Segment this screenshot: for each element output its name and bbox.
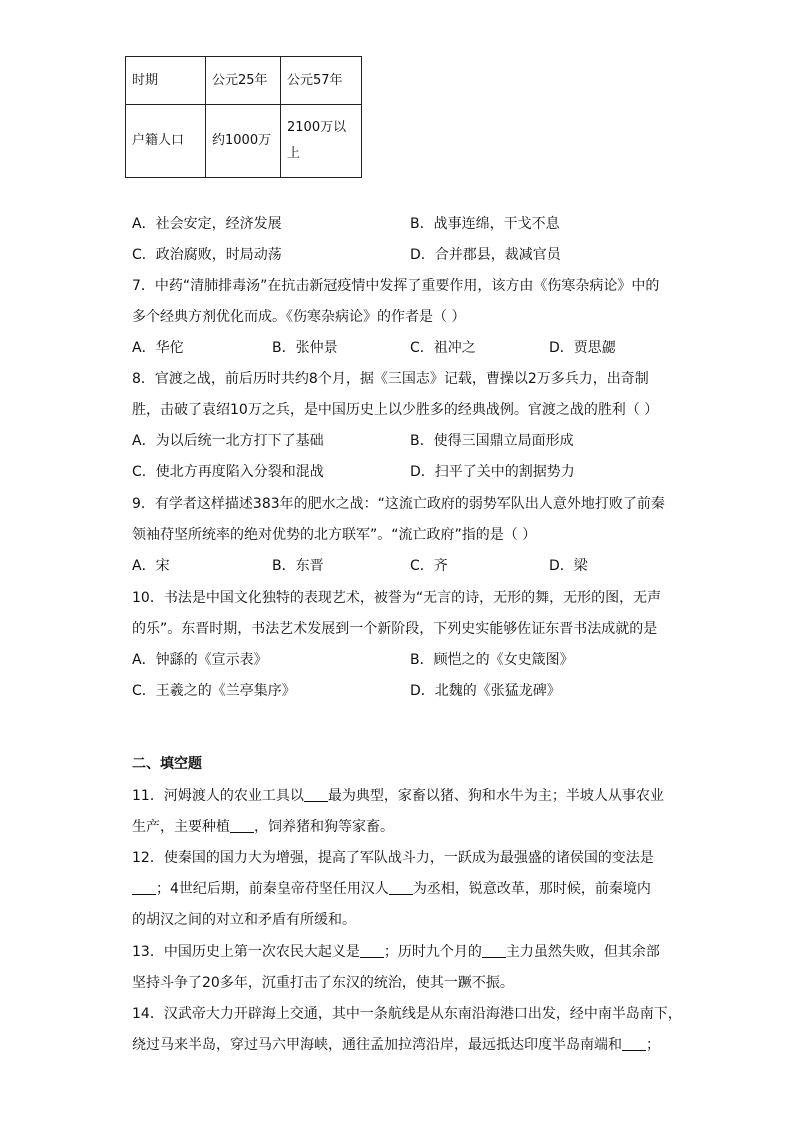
answer-blank[interactable] (389, 880, 413, 895)
q11-text: 11．河姆渡人的农业工具以 (132, 788, 304, 804)
q11-line2 (132, 817, 394, 837)
q14-line2 (132, 1035, 660, 1055)
q8-stem-line2: 胜，击破了袁绍10万之兵，是中国历史上以少胜多的经典战例。官渡之战的胜利（ ） (132, 402, 659, 418)
q7-option-c: C．祖冲之 (410, 340, 476, 356)
q11-text: 最为典型，家畜以猪、狗和水牛为主；半坡人从事农业 (327, 788, 664, 804)
q8-stem-line1: 8．官渡之战，前后历时共约8个月，据《三国志》记载，曹操以2万多兵力，出奇制 (132, 371, 649, 387)
q7-stem-line2: 多个经典方剂优化而成。《伤寒杂病论》的作者是（ ） (132, 309, 466, 325)
q8-option-a: A．为以后统一北方打下了基础 (132, 433, 324, 449)
q12-line1: 12．使秦国的国力大为增强，提高了军队战斗力，一跃成为最强盛的诸侯国的变法是 (132, 850, 654, 866)
answer-blank[interactable] (304, 787, 328, 802)
q6-option-c: C．政治腐败，时局动荡 (132, 247, 282, 263)
table-cell: 时期 (126, 57, 206, 105)
q8-option-d: D．扫平了关中的割据势力 (410, 464, 575, 480)
table-cell-line: 2100万以 (287, 120, 347, 135)
q9-stem-line1: 9．有学者这样描述383年的肥水之战：“这流亡政府的弱势军队出人意外地打败了前秦 (132, 496, 665, 512)
table-cell: 公元25年 (206, 57, 281, 105)
section-title: 二、填空题 (132, 756, 202, 772)
q9-stem-line2: 领袖苻坚所统率的绝对优势的北方联军”。“流亡政府”指的是（ ） (132, 527, 537, 543)
answer-blank[interactable] (622, 1036, 646, 1051)
q6-option-a: A．社会安定，经济发展 (132, 216, 282, 232)
answer-blank[interactable] (132, 880, 156, 895)
q10-stem-line2: 的乐”。东晋时期，书法艺术发展到一个新阶段，下列史实能够佐证东晋书法成就的是 (132, 621, 658, 637)
q12-text: 为丞相，锐意改革，那时候，前秦境内 (412, 881, 651, 897)
q6-option-b: B．战事连绵，干戈不息 (410, 216, 560, 232)
q14-text: 绕过马来半岛，穿过马六甲海峡，通往孟加拉湾沿岸，最远抵达印度半岛南端和 (132, 1037, 622, 1053)
q10-stem-line1: 10．书法是中国文化独特的表现艺术，被誉为“无言的诗，无形的舞，无形的图，无声 (132, 590, 662, 606)
table-cell-line: 上 (287, 146, 301, 161)
answer-blank[interactable] (230, 818, 254, 833)
q11-text: 生产，主要种植 (132, 819, 230, 835)
table-cell: 公元57年 (281, 57, 362, 105)
q9-option-a: A．宋 (132, 558, 170, 574)
q10-option-b: B．顾恺之的《女史箴图》 (410, 652, 574, 668)
q10-option-d: D．北魏的《张猛龙碑》 (410, 683, 561, 699)
q7-option-d: D．贾思勰 (549, 340, 616, 356)
q13-text: ；历时九个月的 (383, 944, 482, 960)
q10-option-a: A．钟繇的《宣示表》 (132, 652, 268, 668)
table-cell (281, 105, 362, 178)
q13-text: 主力虽然失败，但其余部 (505, 944, 660, 960)
q7-stem-line1: 7．中药“清肺排毒汤”在抗击新冠疫情中发挥了重要作用，该方由《伤寒杂病论》中的 (132, 278, 660, 294)
population-table (125, 56, 362, 178)
q12-line3: 的胡汉之间的对立和矛盾有所缓和。 (132, 912, 356, 928)
q13-line1 (132, 942, 660, 962)
q12-text: ；4世纪后期，前秦皇帝苻坚任用汉人 (156, 881, 389, 897)
table-cell: 户籍人口 (126, 105, 206, 178)
q8-option-b: B．使得三国鼎立局面形成 (410, 433, 574, 449)
answer-blank[interactable] (482, 943, 506, 958)
q7-option-a: A．华佗 (132, 340, 184, 356)
q7-option-b: B．张仲景 (272, 340, 338, 356)
q13-text: 13．中国历史上第一次农民大起义是 (132, 944, 360, 960)
q6-option-d: D．合并郡县，裁减官员 (410, 247, 561, 263)
table-cell: 约1000万 (206, 105, 281, 178)
q10-option-c: C．王羲之的《兰亭集序》 (132, 683, 296, 699)
q9-option-d: D．梁 (549, 558, 588, 574)
q11-text: ，饲养猪和狗等家畜。 (254, 819, 394, 835)
q13-line2: 坚持斗争了20多年，沉重打击了东汉的统治，使其一蹶不振。 (132, 975, 514, 991)
table-row (126, 105, 362, 178)
q14-line1: 14．汉武帝大力开辟海上交通，其中一条航线是从东南沿海港口出发，经中南半岛南下， (132, 1006, 682, 1022)
q8-option-c: C．使北方再度陷入分裂和混战 (132, 464, 324, 480)
q14-text: ； (646, 1037, 660, 1053)
table-row (126, 57, 362, 105)
q9-option-b: B．东晋 (272, 558, 324, 574)
q11-line1 (132, 786, 664, 806)
answer-blank[interactable] (360, 943, 384, 958)
q9-option-c: C．齐 (410, 558, 448, 574)
q12-line2 (132, 879, 651, 899)
